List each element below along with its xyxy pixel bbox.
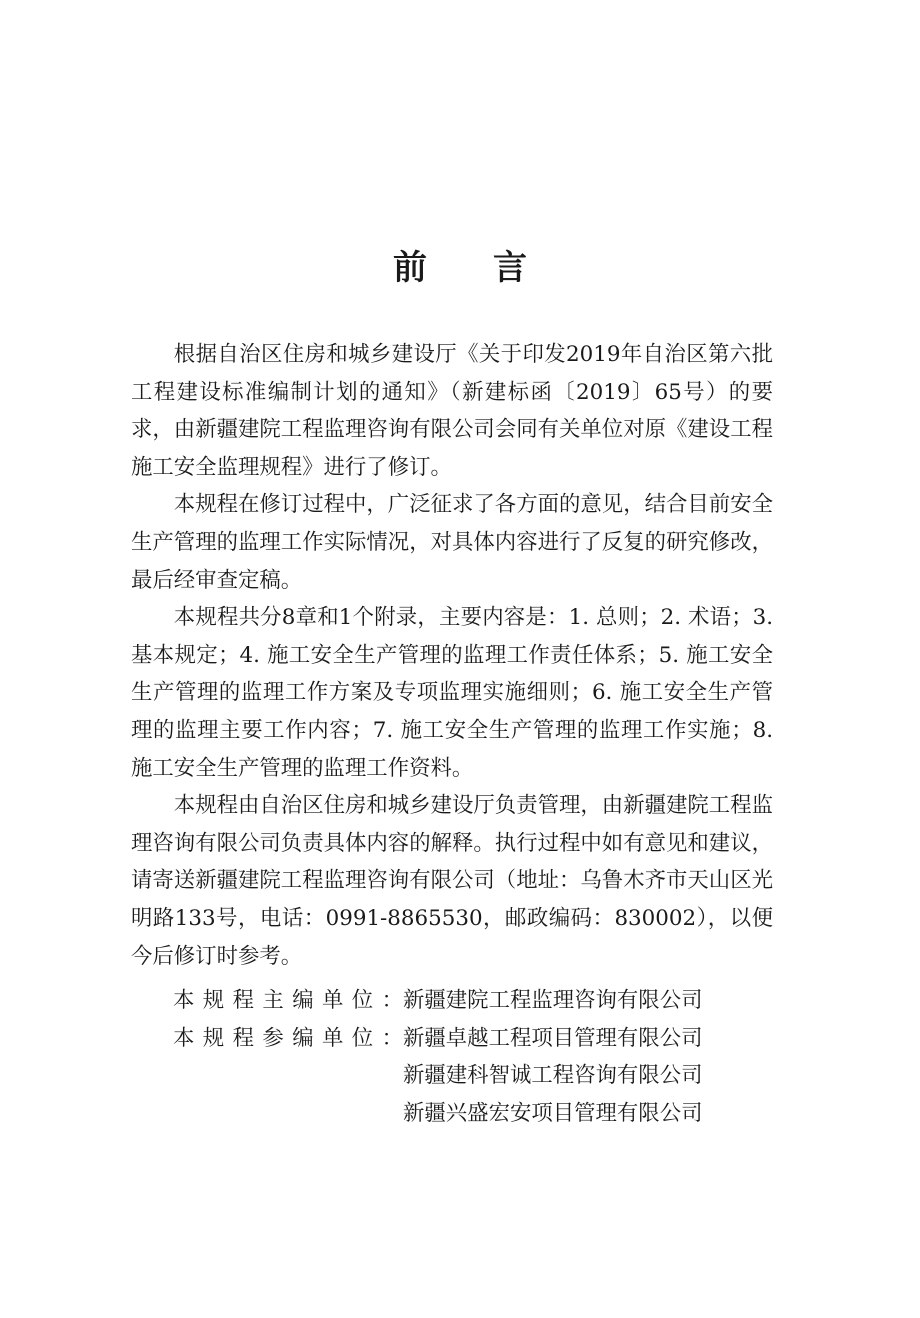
paragraph-revision-process: 本规程在修订过程中，广泛征求了各方面的意见，结合目前安全生产管理的监理工作实际情况，对具体内容进行了反复的研究修改，最后经审查定稿。	[131, 492, 773, 593]
chief-editor-label: 本规程主编单位：	[173, 988, 403, 1013]
page-title: 前言	[393, 248, 593, 288]
participating-org: 新疆兴盛宏安项目管理有限公司	[403, 1100, 703, 1126]
chief-editor-row	[173, 982, 702, 1020]
participating-row	[173, 1095, 702, 1133]
label-spacer	[173, 1057, 403, 1095]
participating-row	[173, 1057, 702, 1095]
participating-row	[173, 1020, 702, 1058]
paragraph-main-contents: 本规程共分8章和1个附录，主要内容是：1. 总则；2. 术语；3. 基本规定；4. 施工安全生产管理的监理工作责任体系；5. 施工安全生产管理的监理工作方案及专项监理实施细则；6. 施工安全生产管理的监理主要工作内容；7. 施工安全生产管理的监理工作实施；8. 施工安全生产管理的监理工作资料。	[131, 605, 773, 781]
participating-org: 新疆建科智诚工程咨询有限公司	[403, 1063, 703, 1089]
paragraph-revision-basis: 根据自治区住房和城乡建设厅《关于印发2019年自治区第六批工程建设标准编制计划的通知》（新建标函〔2019〕65号）的要求，由新疆建院工程监理咨询有限公司会同有关单位对原《建设工程施工安全监理规程》进行了修订。	[131, 342, 773, 480]
credits-block	[173, 982, 702, 1132]
participating-label: 本规程参编单位：	[173, 1025, 403, 1051]
preface-body	[131, 336, 773, 975]
chief-editor-org: 新疆建院工程监理咨询有限公司	[403, 988, 703, 1013]
participating-org: 新疆卓越工程项目管理有限公司	[403, 1025, 703, 1051]
paragraph-management-contact: 本规程由自治区住房和城乡建设厅负责管理，由新疆建院工程监理咨询有限公司负责具体内容的解释。执行过程中如有意见和建议，请寄送新疆建院工程监理咨询有限公司（地址：乌鲁木齐市天山区光明路133号，电话：0991-8865530，邮政编码：830002），以便今后修订时参考。	[131, 793, 773, 969]
label-spacer	[173, 1095, 403, 1133]
